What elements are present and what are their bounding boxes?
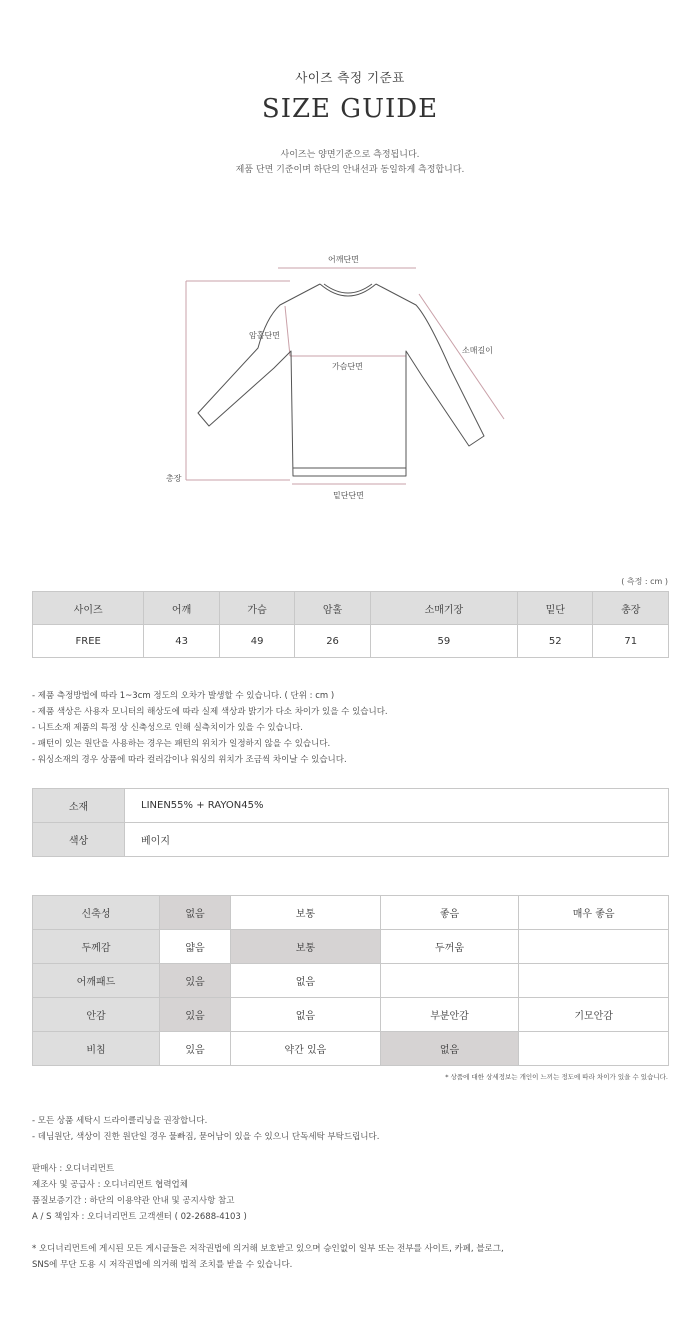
size-table-header	[33, 592, 669, 625]
size-cell: 52	[518, 625, 593, 658]
care-instructions	[32, 1113, 379, 1145]
copyright-line: * 오디너리먼트에 게시된 모든 게시글들은 저작권법에 의거해 보호받고 있으며 승인없이 일부 또는 전부를 사이트, 카페, 블로그,	[32, 1244, 504, 1254]
table-row	[33, 998, 669, 1032]
table-row	[33, 930, 669, 964]
attr-option: 없음	[231, 964, 381, 998]
attribute-table	[32, 895, 669, 1066]
attr-label: 두께감	[33, 930, 160, 964]
size-table	[32, 591, 669, 658]
garment-diagram	[166, 248, 520, 508]
table-row	[33, 1032, 669, 1066]
attr-option-selected: 없음	[160, 896, 231, 930]
length-label: 총장	[166, 474, 182, 483]
sweater-body	[198, 284, 484, 476]
material-value: LINEN55% + RAYON45%	[125, 789, 669, 823]
header-cell: 총장	[593, 592, 669, 625]
attr-option-selected: 없음	[380, 1032, 519, 1066]
shoulder-label: 어깨단면	[328, 255, 359, 264]
note-line: - 제품 측정방법에 따라 1~3cm 정도의 오차가 발생할 수 있습니다. ( 단위 : cm )	[32, 691, 335, 701]
attr-label: 신축성	[33, 896, 160, 930]
care-line: - 데님원단, 색상이 진한 원단일 경우 물빠짐, 묻어남이 있을 수 있으니 단독세탁 부탁드립니다.	[32, 1132, 380, 1142]
header-cell: 사이즈	[33, 592, 144, 625]
attr-label: 어깨패드	[33, 964, 160, 998]
attr-label: 비침	[33, 1032, 160, 1066]
size-cell: 59	[370, 625, 517, 658]
note-line: - 패턴이 있는 원단을 사용하는 경우는 패턴의 위치가 일정하지 않을 수 있습니다.	[32, 739, 331, 749]
attr-option	[519, 930, 669, 964]
size-cell: FREE	[33, 625, 144, 658]
attr-option	[519, 964, 669, 998]
table-row	[33, 823, 669, 857]
unit-note: ( 측정 : cm )	[621, 577, 668, 586]
intro-line: 사이즈는 양면기준으로 측정됩니다.	[280, 150, 420, 160]
attr-option: 없음	[231, 998, 381, 1032]
table-row	[33, 789, 669, 823]
header-cell: 소매기장	[370, 592, 517, 625]
table-row	[33, 896, 669, 930]
note-line: - 워싱소재의 경우 상품에 따라 컬러감이나 워싱의 위치가 조금씩 차이날 수 있습니다.	[32, 755, 347, 765]
hem-label: 밑단단면	[333, 491, 364, 500]
table-row	[33, 964, 669, 998]
header-cell: 가슴	[219, 592, 294, 625]
sweater-illustration	[170, 248, 520, 508]
neckline	[320, 284, 376, 296]
attr-label: 안감	[33, 998, 160, 1032]
attr-option: 있음	[160, 1032, 231, 1066]
attr-option: 부분안감	[380, 998, 519, 1032]
attr-option: 두꺼움	[380, 930, 519, 964]
size-guide-title: SIZE GUIDE	[261, 94, 439, 124]
sleeve-guide-line	[419, 294, 504, 419]
copyright-line: SNS에 무단 도용 시 저작권법에 의거해 법적 조치를 받을 수 있습니다.	[32, 1260, 293, 1270]
size-cell: 26	[295, 625, 370, 658]
size-cell: 43	[144, 625, 219, 658]
sleeve-label: 소매길이	[462, 346, 493, 355]
seller-line: A / S 책임자 : 오디너리먼트 고객센터 ( 02-2688-4103 )	[32, 1212, 247, 1222]
attr-option: 기모안감	[519, 998, 669, 1032]
color-label: 색상	[33, 823, 125, 857]
material-table	[32, 788, 669, 857]
armhole-label: 암홀단면	[249, 331, 280, 340]
intro-line: 제품 단면 기준이며 하단의 안내선과 동일하게 측정합니다.	[235, 165, 465, 175]
seller-line: 제조사 및 공급사 : 오디너리먼트 협력업체	[32, 1180, 188, 1190]
header-cell: 암홀	[295, 592, 370, 625]
attr-option: 매우 좋음	[519, 896, 669, 930]
color-value: 베이지	[125, 823, 669, 857]
intro-text	[0, 148, 700, 178]
seller-info	[32, 1161, 247, 1225]
attr-option-selected: 보통	[231, 930, 381, 964]
care-line: - 모든 상품 세탁시 드라이클리닝을 권장합니다.	[32, 1116, 208, 1126]
kr-title: 사이즈 측정 기준표	[295, 70, 405, 85]
table-row	[33, 625, 669, 658]
attr-option-selected: 있음	[160, 964, 231, 998]
attr-option: 얇음	[160, 930, 231, 964]
attr-option	[380, 964, 519, 998]
material-label: 소재	[33, 789, 125, 823]
armhole-guide-line	[285, 306, 290, 356]
copyright-notice	[32, 1241, 504, 1273]
attr-option-selected: 있음	[160, 998, 231, 1032]
size-cell: 71	[593, 625, 669, 658]
note-line: - 제품 색상은 사용자 모니터의 해상도에 따라 실제 색상과 밝기가 다소 차이가 있을 수 있습니다.	[32, 707, 388, 717]
attr-option: 좋음	[380, 896, 519, 930]
header-cell: 어깨	[144, 592, 219, 625]
seller-line: 품질보증기간 : 하단의 이용약관 안내 및 공지사항 참고	[32, 1196, 235, 1206]
chest-label: 가슴단면	[332, 362, 363, 371]
seller-line: 판매사 : 오디너리먼트	[32, 1164, 115, 1174]
attr-option: 약간 있음	[231, 1032, 381, 1066]
note-line: - 니트소재 제품의 특정 상 신축성으로 인해 실측치이가 있을 수 있습니다.	[32, 723, 303, 733]
header-cell: 밑단	[518, 592, 593, 625]
attr-option	[519, 1032, 669, 1066]
attributes-footnote: * 상품에 대한 상세정보는 개인이 느끼는 정도에 따라 차이가 있을 수 있습니다.	[445, 1073, 668, 1081]
size-cell: 49	[219, 625, 294, 658]
measurement-notes	[32, 688, 388, 768]
attr-option: 보통	[231, 896, 381, 930]
